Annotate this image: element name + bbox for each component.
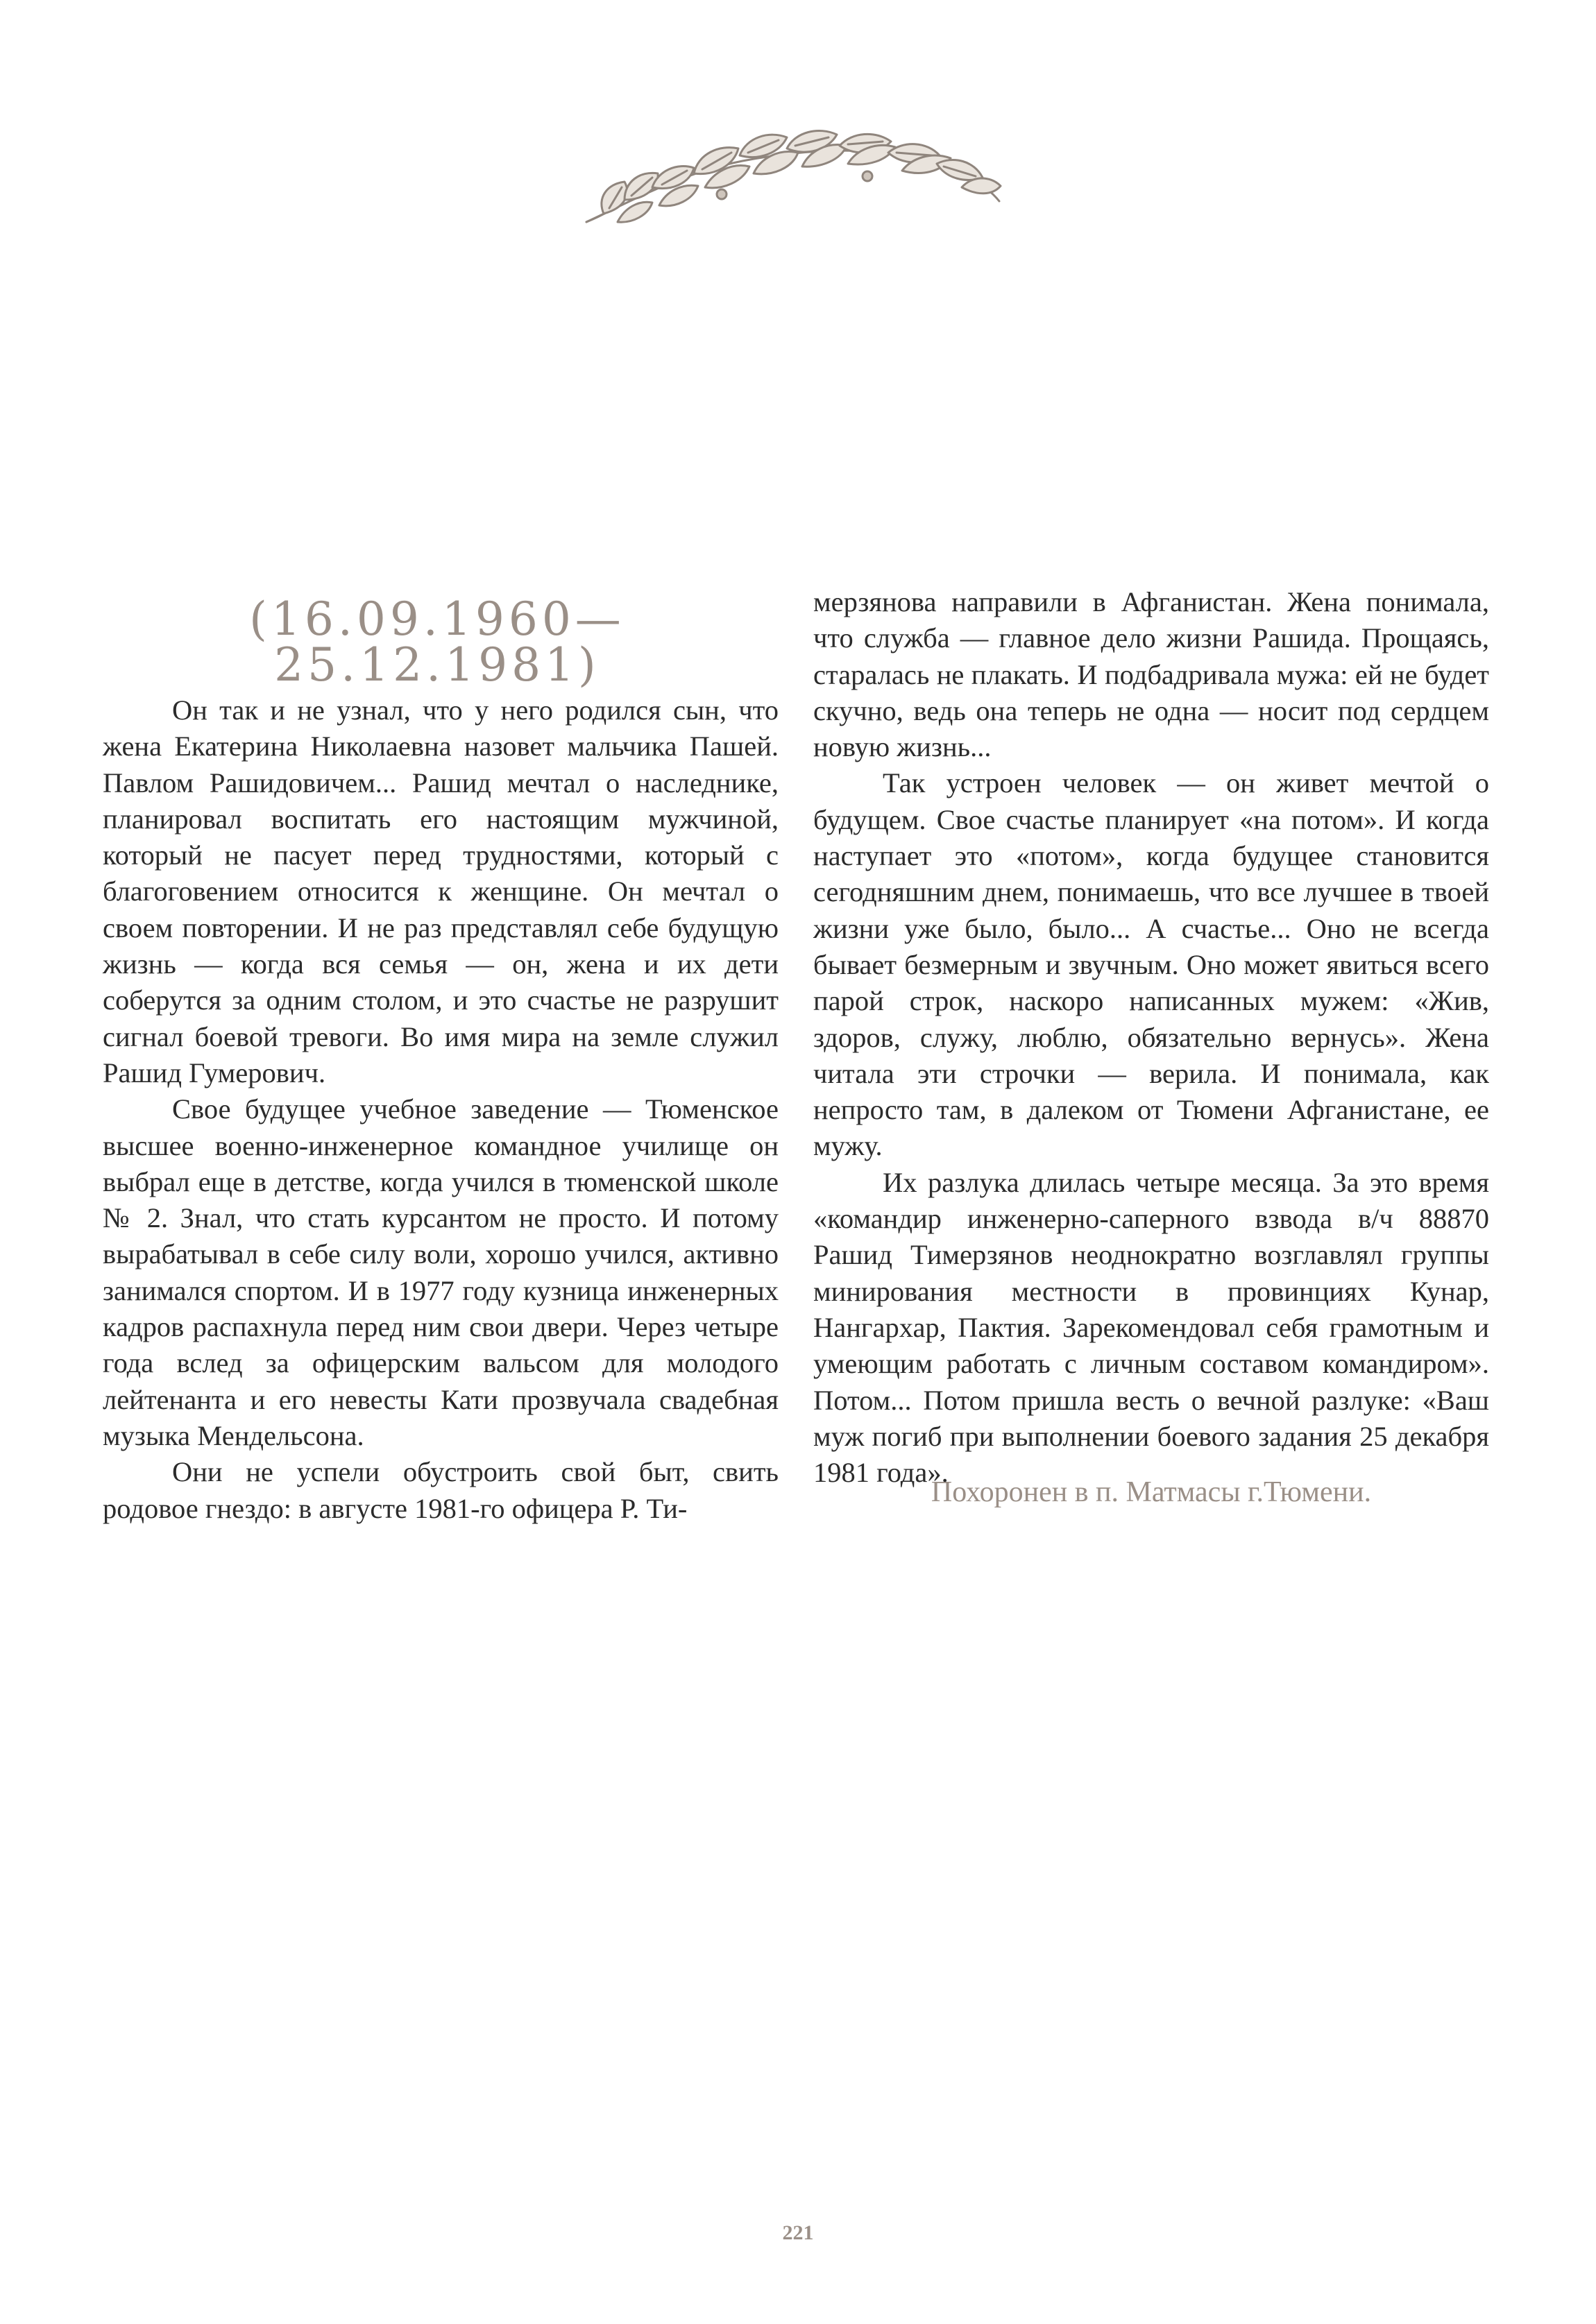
laurel-branch-icon <box>576 118 1006 243</box>
life-dates-heading: (16.09.1960—25.12.1981) <box>249 592 625 692</box>
paragraph: Их разлука длилась четыре месяца. За это время «командир инженерно-саперного взвода в/ч 88870 Рашид Тимерзянов неоднократно возглавлял группы минирования местности в провинциях Кунар, Нангархар, Пактия. Зарекомендовал себя грамотным и умеющим работать с личным составом командиром». Потом... Потом пришла весть о вечной разлуке: «Ваш муж погиб при выполнении боевого задания 25 декабря 1981 года». <box>813 1166 1489 1489</box>
left-text-column <box>103 692 779 1527</box>
paragraph: Он так и не узнал, что у него родился сын, что жена Екатерина Николаевна назовет мальчика Пашей. Павлом Рашидовичем... Рашид мечтал о наследнике, планировал воспитать его настоящим мужчиной, который не пасует перед трудностями, который с благоговением относится к женщине. Он мечтал о своем повторении. И не раз представлял себе будущую жизнь — когда вся семья — он, жена и их дети соберутся за одним столом, и это счастье не разрушит сигнал боевой тревоги. Во имя мира на земле служил Рашид Гумерович. <box>103 694 779 1088</box>
paragraph: Свое будущее учебное заведение — Тюменское высшее военно-инженерное командное училище он выбрал еще в детстве, когда учился в тюменской школе № 2. Знал, что стать курсантом не просто. И потому вырабатывал в себе силу воли, хорошо учился, активно занимался спортом. И в 1977 году кузница инженерных кадров распахнула перед ним свои двери. Через четыре года вслед за офицерским вальсом для молодого лейтенанта и его невесты Кати прозвучала свадебная музыка Мендельсона. <box>103 1093 779 1451</box>
page-number: 221 <box>782 2221 814 2244</box>
right-text-column <box>813 584 1489 1491</box>
paragraph: Так устроен человек — он живет мечтой о будущем. Свое счастье планирует «на потом». И когда наступает это «потом», когда будущее становится сегодняшним днем, понимаешь, что все лучшее в твоей жизни уже было, было... А счастье... Оно не всегда бывает безмерным и звучным. Оно может явиться всего парой строк, наскоро написанных мужем: «Жив, здоров, служу, люблю, обязательно вернусь». Жена читала эти строчки — верила. И понимала, как непросто там, в далеком от Тюмени Афганистане, ее мужу. <box>813 767 1489 1162</box>
burial-place-note: Похоронен в п. Матмасы г.Тюмени. <box>931 1476 1372 1508</box>
paragraph: Они не успели обустроить свой быт, свить родовое гнездо: в августе 1981-го офицера Р. Ти- <box>103 1456 779 1524</box>
paragraph: мерзянова направили в Афганистан. Жена понимала, что служба — главное дело жизни Рашида. Прощаясь, старалась не плакать. И подбадривала мужа: ей не будет скучно, ведь она теперь не одна — носит под сердцем новую жизнь... <box>813 586 1489 763</box>
